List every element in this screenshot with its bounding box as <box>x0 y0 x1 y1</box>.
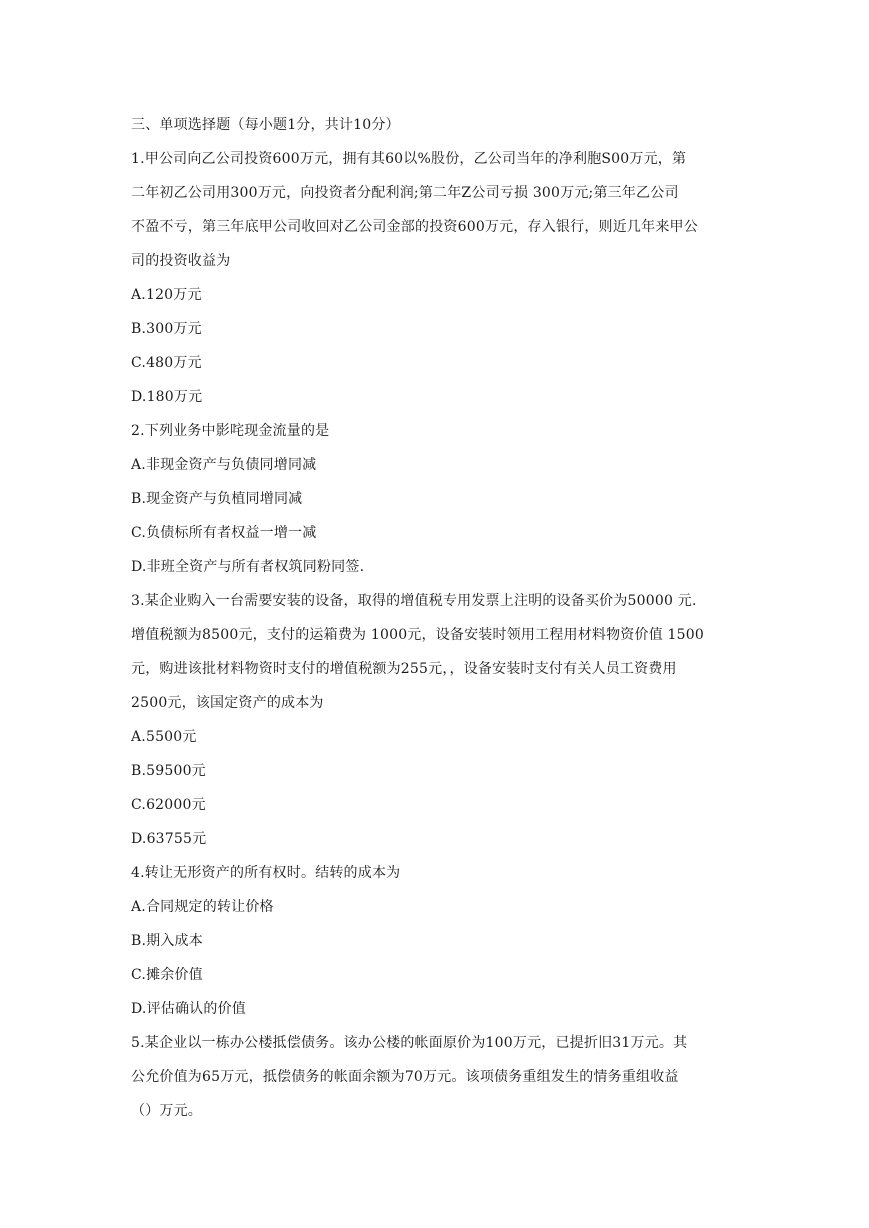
question-3-text-line-4: 2500元，该国定资产的成本为 <box>131 695 324 711</box>
question-5-text-line-2: 公允价值为65万元，抵偿债务的帐面余额为70万元。该项债务重组发生的情务重组收益 <box>131 1069 679 1085</box>
question-2-option-a: A.非现金资产与负债同增同减 <box>131 457 317 473</box>
question-2-option-b: B.现金资产与负植同增同减 <box>131 491 303 507</box>
question-5 <box>131 1026 741 1128</box>
question-3-option-b: B.59500元 <box>131 763 206 779</box>
question-3-text-line-3: 元，购进该批材料物资时支付的增值税额为255元，，设备安装时支付有关人员工资费用 <box>131 661 677 677</box>
question-3-text-line-2: 增值税额为8500元，支付的运箱费为 1000元，设备安装时领用工程用材料物资价值 1500 <box>131 627 704 643</box>
question-3-text-line-1: 3.某企业购入一台需要安装的设备，取得的增值税专用发票上注明的设备买价为50000 元. <box>131 593 697 609</box>
question-3-option-a: A.5500元 <box>131 729 197 745</box>
question-1-option-c: C.480万元 <box>131 355 202 371</box>
question-2-text-line-1: 2.下列业务中影咤现金流量的是 <box>131 423 330 439</box>
question-1-option-b: B.300万元 <box>131 321 202 337</box>
document-content <box>131 108 741 1128</box>
question-2-option-d: D.非班全资产与所有者权筑同粉同签. <box>131 559 365 575</box>
question-4-text-line-1: 4.转让无形资产的所有权时。结转的成本为 <box>131 865 401 881</box>
question-1-text-line-1: 1.甲公司向乙公司投资600万元，拥有其60以%股份，乙公司当年的净利胞S00万元，第 <box>131 151 687 167</box>
question-4-option-c: C.摊余价值 <box>131 967 203 983</box>
question-3-option-d: D.63755元 <box>131 831 207 847</box>
question-1-text-line-3: 不盈不亏，第三年底甲公司收回对乙公司金部的投资600万元，存入银行，则近几年来甲公 <box>131 219 698 235</box>
question-4-option-d: D.评估确认的价值 <box>131 1001 246 1017</box>
section-title: 三、单项选择题（每小题1分，共计10分） <box>131 117 400 133</box>
question-1 <box>131 142 741 414</box>
question-1-option-a: A.120万元 <box>131 287 202 303</box>
question-4-option-b: B.期入成本 <box>131 933 203 949</box>
question-1-text-line-4: 司的投资收益为 <box>131 253 231 269</box>
question-5-text-line-1: 5.某企业以一栋办公楼抵偿债务。该办公楼的帐面原价为100万元，已提折旧31万元。其 <box>131 1035 688 1051</box>
question-2 <box>131 414 741 584</box>
question-4-option-a: A.合同规定的转让价格 <box>131 899 274 915</box>
question-3-option-c: C.62000元 <box>131 797 206 813</box>
question-3 <box>131 584 741 856</box>
question-2-option-c: C.负债标所有者权益一增一减 <box>131 525 317 541</box>
question-5-text-line-3: （）万元。 <box>131 1103 202 1119</box>
question-1-text-line-2: 二年初乙公司用300万元，向投资者分配利润;第二年Z公司亏损 300万元;第三年乙公司 <box>131 185 679 201</box>
question-1-option-d: D.180万元 <box>131 389 203 405</box>
question-4 <box>131 856 741 1026</box>
